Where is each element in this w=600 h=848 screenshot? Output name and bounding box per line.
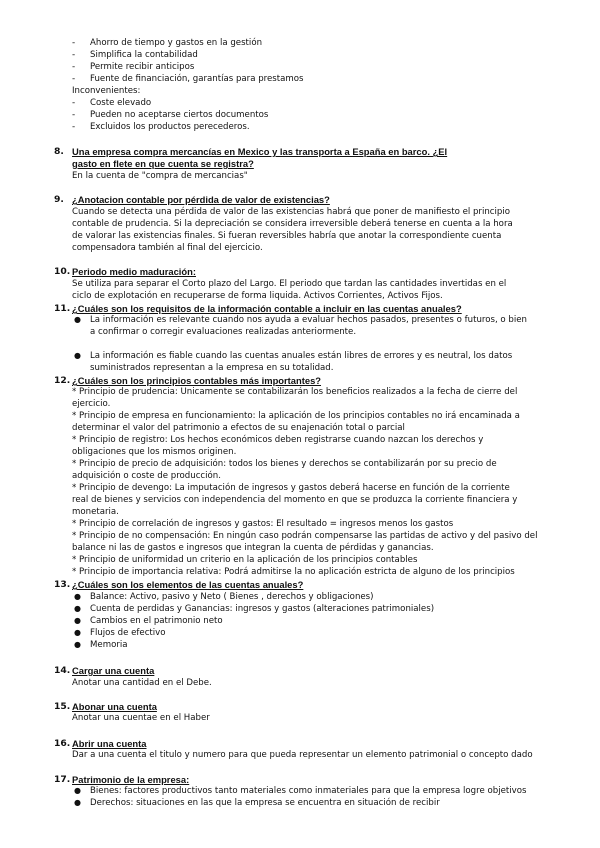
bullet-icon: ● bbox=[74, 604, 81, 613]
list-item: Cuenta de perdidas y Ganancias: ingresos y gastos (alteraciones patrimoniales) bbox=[90, 604, 435, 614]
list-item: Excluidos los productos perecederos. bbox=[90, 122, 250, 132]
list-item: Permite recibir anticipos bbox=[90, 62, 195, 72]
section-body: * Principio de empresa en funcionamiento: la aplicación de los principios contables no irá encaminada a bbox=[72, 411, 520, 421]
section-number: 10. bbox=[54, 266, 71, 277]
list-item: Memoria bbox=[90, 640, 128, 650]
section-number: 13. bbox=[54, 579, 71, 590]
section-title: ¿Cuáles son los elementos de las cuentas anuales? bbox=[72, 579, 304, 590]
section-body: real de bienes y servicios con independencia del momento en que se produzca la corriente financiera y bbox=[72, 495, 518, 505]
list-item: La información es relevante cuando nos ayuda a evaluar hechos pasados, presentes o futuros, o bien bbox=[90, 315, 527, 325]
section-title: Periodo medio maduración: bbox=[72, 266, 196, 277]
section-body: ejercicio. bbox=[72, 399, 111, 409]
section-number: 11. bbox=[54, 303, 71, 314]
list-item-cont: suministrados representan a la empresa en su totalidad. bbox=[90, 363, 334, 373]
bullet-icon: ● bbox=[74, 786, 81, 795]
section-body: En la cuenta de "compra de mercancias" bbox=[72, 171, 248, 181]
section-title-cont: gasto en flete en que cuenta se registra? bbox=[72, 158, 254, 169]
list-item: Ahorro de tiempo y gastos en la gestión bbox=[90, 38, 263, 48]
section-number: 8. bbox=[54, 146, 64, 157]
section-number: 9. bbox=[54, 194, 64, 205]
list-item: Fuente de financiación, garantías para prestamos bbox=[90, 74, 304, 84]
section-body: obligaciones que los mismos originen. bbox=[72, 447, 237, 457]
list-item: Derechos: situaciones en las que la empresa se encuentra en situación de recibir bbox=[90, 798, 440, 808]
section-title: Abrir una cuenta bbox=[72, 738, 147, 749]
section-number: 17. bbox=[54, 774, 71, 785]
section-title: Cargar una cuenta bbox=[72, 665, 155, 676]
bullet-icon: ● bbox=[74, 628, 81, 637]
bullet-icon: ● bbox=[74, 798, 81, 807]
section-title: ¿Cuáles son los principios contables más importantes? bbox=[72, 375, 322, 386]
section-body: monetaria. bbox=[72, 507, 119, 517]
list-item: Pueden no aceptarse ciertos documentos bbox=[90, 110, 269, 120]
section-body: adquisición o coste de producción. bbox=[72, 471, 221, 481]
section-title: Patrimonio de la empresa: bbox=[72, 774, 190, 785]
document-page: - Ahorro de tiempo y gastos en la gestión - Simplifica la contabilidad - Permite recibir anticipos - Fuente de financiación, garantías para prestamos Inconvenientes: - Coste elevado - Pueden no aceptarse ciertos documentos - Excluidos los productos perecederos. 8. Una empresa compra mercancías en Mexico y las transporta a España en barco. ¿El gasto en flete en que cuenta se registra? En la cuenta de "compra de mercancias" 9. ¿Anotacion contable por pérdida de valor de existencias? Cuando se detecta una pérdida de valor de las existencias habrá que poner de manifiesto el principio contable de prudencia. Si la depreciación se considera irreversible deberá tenerse en cuenta a la hora de valorar las existencias finales. Si fueran reversibles habría que anotar la correspondiente cuenta compensadora también al final del ejercicio. 10. Periodo medio maduración: Se utiliza para separar el Corto plazo del Largo. El periodo que tardan las cantidades invertidas en el ciclo de explotación en recuperarse de forma liquida. Activos Corrientes, Activos Fijos. 11. ¿Cuáles son los requisitos de la información contable a incluir en las cuentas anuales? ● La información es relevante cuando nos ayuda a evaluar hechos pasados, presentes o futuros, o bien a confirmar o corregir evaluaciones realizadas anteriormente. ● La información es fiable cuando las cuentas anuales están libres de errores y es neutral, los datos suministrados representan a la empresa en su totalidad. 12. ¿Cuáles son los principios contables más importantes? * Principio de prudencia: Unicamente se contabilizarán los beneficios realizados a la fecha de cierre del ejercicio. * Principio de empresa en funcionamiento: la aplicación de los principios contables no irá encaminada a determinar el valor del patrimonio a efectos de su enajenación total o parcial * Principio de registro: Los hechos económicos deben registrarse cuando nazcan los derechos y obligaciones que los mismos originen. * Principio de precio de adquisición: todos los bienes y derechos se contabilizarán por su precio de adquisición o coste de producción. * Principio de devengo: La imputación de ingresos y gastos deberá hacerse en función de la corriente real de bienes y servicios con independencia del momento en que se produzca la corriente financiera y monetaria. * Principio de correlación de ingresos y gastos: El resultado = ingresos menos los gastos * Principio de no compensación: En ningún caso podrán compensarse las partidas de activo y del pasivo del balance ni las de gastos e ingresos que integran la cuenta de pérdidas y ganancias. * Principio de uniformidad un criterio en la aplicación de los principios contables * Principio de importancia relativa: Podrá admitirse la no aplicación estricta de alguno de los principios 13. ¿Cuáles son los elementos de las cuentas anuales? ● Balance: Activo, pasivo y Neto ( Bienes , derechos y obligaciones) ● Cuenta de perdidas y Ganancias: ingresos y gastos (alteraciones patrimoniales) ● Cambios en el patrimonio neto ● Flujos de efectivo ● Memoria 14. Cargar una cuenta Anotar una cantidad en el Debe. 15. Abonar una cuenta Anotar una cuentae en el Haber 16. Abrir una cuenta Dar a una cuenta el titulo y numero para que pueda representar un elemento patrimonial o concepto dado 17. Patrimonio de la empresa: ● Bienes: factores productivos tanto materiales como inmateriales para que la empresa logre objetivos ● Derechos: situaciones en las que la empresa se encuentra en situación de recibir bbox=[54, 38, 538, 808]
section-body: * Principio de prudencia: Unicamente se contabilizarán los beneficios realizados a la fecha de cierre del bbox=[72, 387, 518, 397]
section-title: ¿Cuáles son los requisitos de la información contable a incluir en las cuentas anuales? bbox=[72, 303, 462, 314]
list-item-cont: a confirmar o corregir evaluaciones realizadas anteriormente. bbox=[90, 327, 357, 337]
section-body: * Principio de importancia relativa: Podrá admitirse la no aplicación estricta de alguno de los principios bbox=[72, 567, 515, 577]
inconvenientes-label: Inconvenientes: bbox=[72, 86, 141, 96]
section-body: ciclo de explotación en recuperarse de forma liquida. Activos Corrientes, Activos Fijos. bbox=[72, 291, 443, 301]
section-body: Cuando se detecta una pérdida de valor de las existencias habrá que poner de manifiesto el principio bbox=[72, 207, 511, 217]
section-body: balance ni las de gastos e ingresos que integran la cuenta de pérdidas y ganancias. bbox=[72, 543, 434, 553]
section-number: 14. bbox=[54, 665, 71, 676]
list-item: Coste elevado bbox=[90, 98, 152, 108]
section-body: Dar a una cuenta el titulo y numero para que pueda representar un elemento patrimonial o concepto dado bbox=[72, 750, 533, 760]
section-title: Una empresa compra mercancías en Mexico y las transporta a España en barco. ¿El bbox=[72, 146, 448, 157]
section-body: * Principio de no compensación: En ningún caso podrán compensarse las partidas de activo y del pasivo del bbox=[72, 531, 538, 541]
section-body: Anotar una cantidad en el Debe. bbox=[72, 678, 212, 688]
section-body: de valorar las existencias finales. Si fueran reversibles habría que anotar la correspondiente cuenta bbox=[72, 231, 502, 241]
bullet-icon: ● bbox=[74, 315, 81, 324]
section-body: * Principio de precio de adquisición: todos los bienes y derechos se contabilizarán por su precio de bbox=[72, 459, 497, 469]
list-item: Cambios en el patrimonio neto bbox=[90, 616, 223, 626]
bullet-icon: ● bbox=[74, 592, 81, 601]
section-body: Se utiliza para separar el Corto plazo del Largo. El periodo que tardan las cantidades invertidas en el bbox=[72, 279, 507, 289]
section-number: 16. bbox=[54, 738, 71, 749]
list-item: Flujos de efectivo bbox=[90, 628, 166, 638]
section-body: contable de prudencia. Si la depreciación se considera irreversible deberá tenerse en cuenta a la hora bbox=[72, 219, 513, 229]
bullet-icon: ● bbox=[74, 640, 81, 649]
bullet-icon: ● bbox=[74, 351, 81, 360]
section-body: * Principio de registro: Los hechos económicos deben registrarse cuando nazcan los derechos y bbox=[72, 435, 484, 445]
section-body: Anotar una cuentae en el Haber bbox=[72, 713, 210, 723]
section-body: * Principio de devengo: La imputación de ingresos y gastos deberá hacerse en función de la corriente bbox=[72, 483, 510, 493]
section-body: * Principio de uniformidad un criterio en la aplicación de los principios contables bbox=[72, 555, 418, 565]
section-body: determinar el valor del patrimonio a efectos de su enajenación total o parcial bbox=[72, 423, 405, 433]
list-item: Balance: Activo, pasivo y Neto ( Bienes , derechos y obligaciones) bbox=[90, 592, 374, 602]
list-item: La información es fiable cuando las cuentas anuales están libres de errores y es neutral, los datos bbox=[90, 351, 513, 361]
section-title: Abonar una cuenta bbox=[72, 701, 157, 712]
section-number: 12. bbox=[54, 375, 71, 386]
list-item: Simplifica la contabilidad bbox=[90, 50, 198, 60]
list-item: Bienes: factores productivos tanto materiales como inmateriales para que la empresa logre objetivos bbox=[90, 786, 527, 796]
section-body: compensadora también al final del ejercicio. bbox=[72, 243, 263, 253]
section-body: * Principio de correlación de ingresos y gastos: El resultado = ingresos menos los gastos bbox=[72, 519, 454, 529]
bullet-icon: ● bbox=[74, 616, 81, 625]
section-number: 15. bbox=[54, 701, 71, 712]
section-title: ¿Anotacion contable por pérdida de valor de existencias? bbox=[72, 194, 330, 205]
